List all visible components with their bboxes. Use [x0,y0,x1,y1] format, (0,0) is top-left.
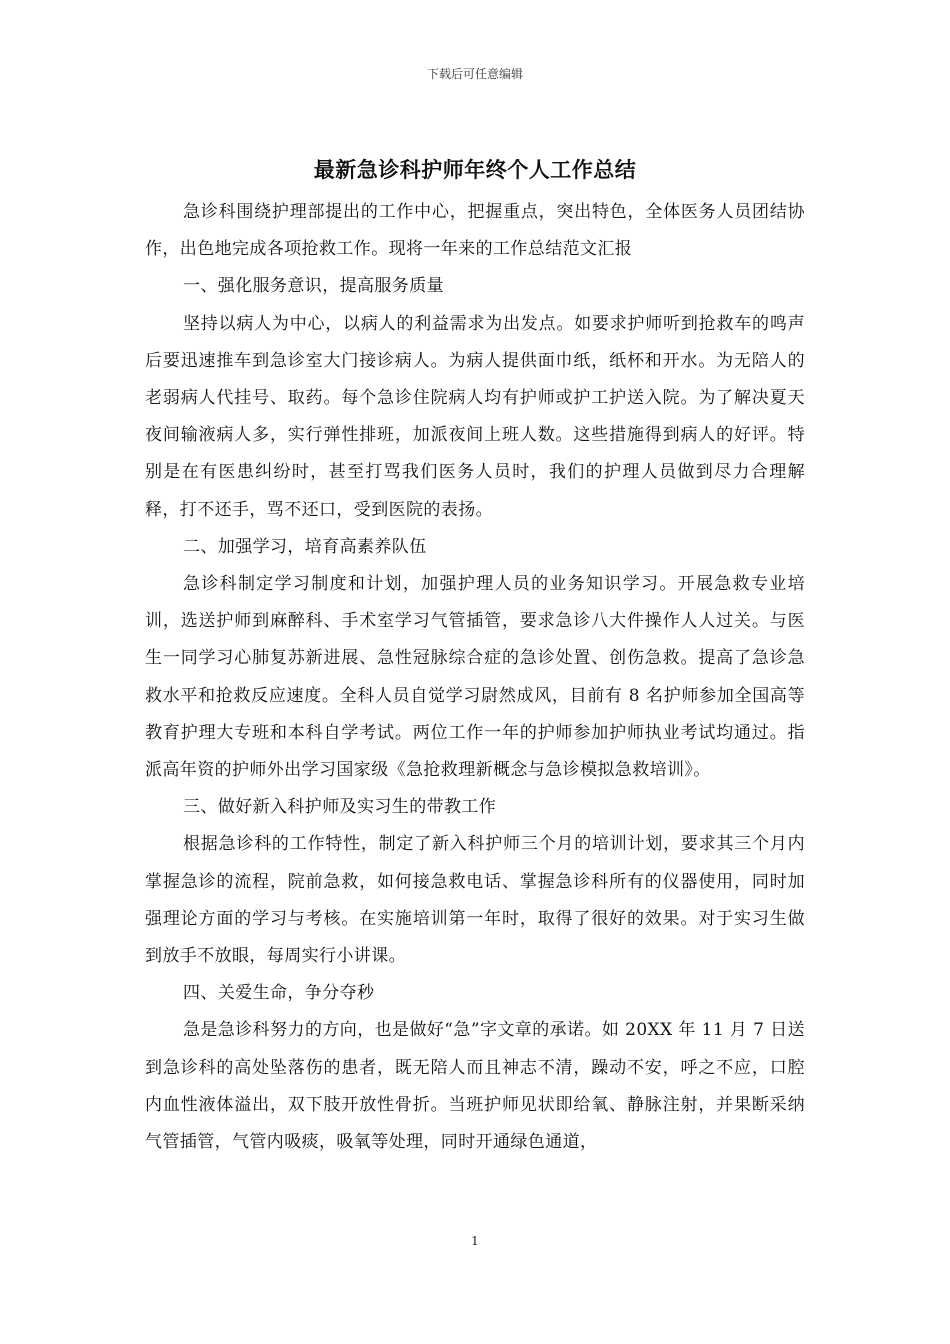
section-4-paragraph: 急是急诊科努力的方向，也是做好“急”字文章的承诺。如 20XX 年 11 月 7 日送到急诊科的高处坠落伤的患者，既无陪人而且神志不清，躁动不安，呼之不应，口腔内血性液体溢出，双下肢开放性骨折。当班护师见状即给氧、静脉注射，并果断采纳气管插管，气管内吸痰，吸氧等处理，同时开通绿色通道， [145,1020,805,1153]
section-heading-2: 二、加强学习，培育高素养队伍 [183,536,427,557]
section-1-paragraph: 坚持以病人为中心，以病人的利益需求为出发点。如要求护师听到抢救车的鸣声后要迅速推车到急诊室大门接诊病人。为病人提供面巾纸，纸杯和开水。为无陪人的老弱病人代挂号、取药。每个急诊住院病人均有护师或护工护送入院。为了解决夏天夜间输液病人多，实行弹性排班，加派夜间上班人数。这些措施得到病人的好评。特别是在有医患纠纷时，甚至打骂我们医务人员时，我们的护理人员做到尽力合理解释，打不还手，骂不还口，受到医院的表扬。 [145,313,805,520]
document-title: 最新急诊科护师年终个人工作总结 [313,158,637,182]
section-heading-1: 一、强化服务意识，提高服务质量 [183,276,444,297]
intro-paragraph: 急诊科围绕护理部提出的工作中心，把握重点，突出特色，全体医务人员团结协作，出色地完成各项抢救工作。现将一年来的工作总结范文汇报 [145,202,805,260]
page-number: 1 [471,1234,479,1248]
section-3-paragraph: 根据急诊科的工作特性，制定了新入科护师三个月的培训计划，要求其三个月内掌握急诊的流程，院前急救，如何接急救电话、掌握急诊科所有的仪器使用，同时加强理论方面的学习与考核。在实施培训第一年时，取得了很好的效果。对于实习生做到放手不放眼，每周实行小讲课。 [145,834,805,967]
section-heading-4: 四、关爱生命，争分夺秒 [183,983,375,1004]
document-body [145,194,805,1161]
section-heading-3: 三、做好新入科护师及实习生的带教工作 [183,797,497,818]
section-2-paragraph: 急诊科制定学习制度和计划，加强护理人员的业务知识学习。开展急救专业培训，选送护师到麻醉科、手术室学习气管插管，要求急诊八大件操作人人过关。与医生一同学习心肺复苏新进展、急性冠脉综合症的急诊处置、创伤急救。提高了急诊急救水平和抢救反应速度。全科人员自觉学习尉然成风，目前有 8 名护师参加全国高等教育护理大专班和本科自学考试。两位工作一年的护师参加护师执业考试均通过。指派高年资的护师外出学习国家级《急抢救理新概念与急诊模拟急救培训》。 [145,574,805,781]
page-header-note: 下载后可任意编辑 [426,67,523,81]
